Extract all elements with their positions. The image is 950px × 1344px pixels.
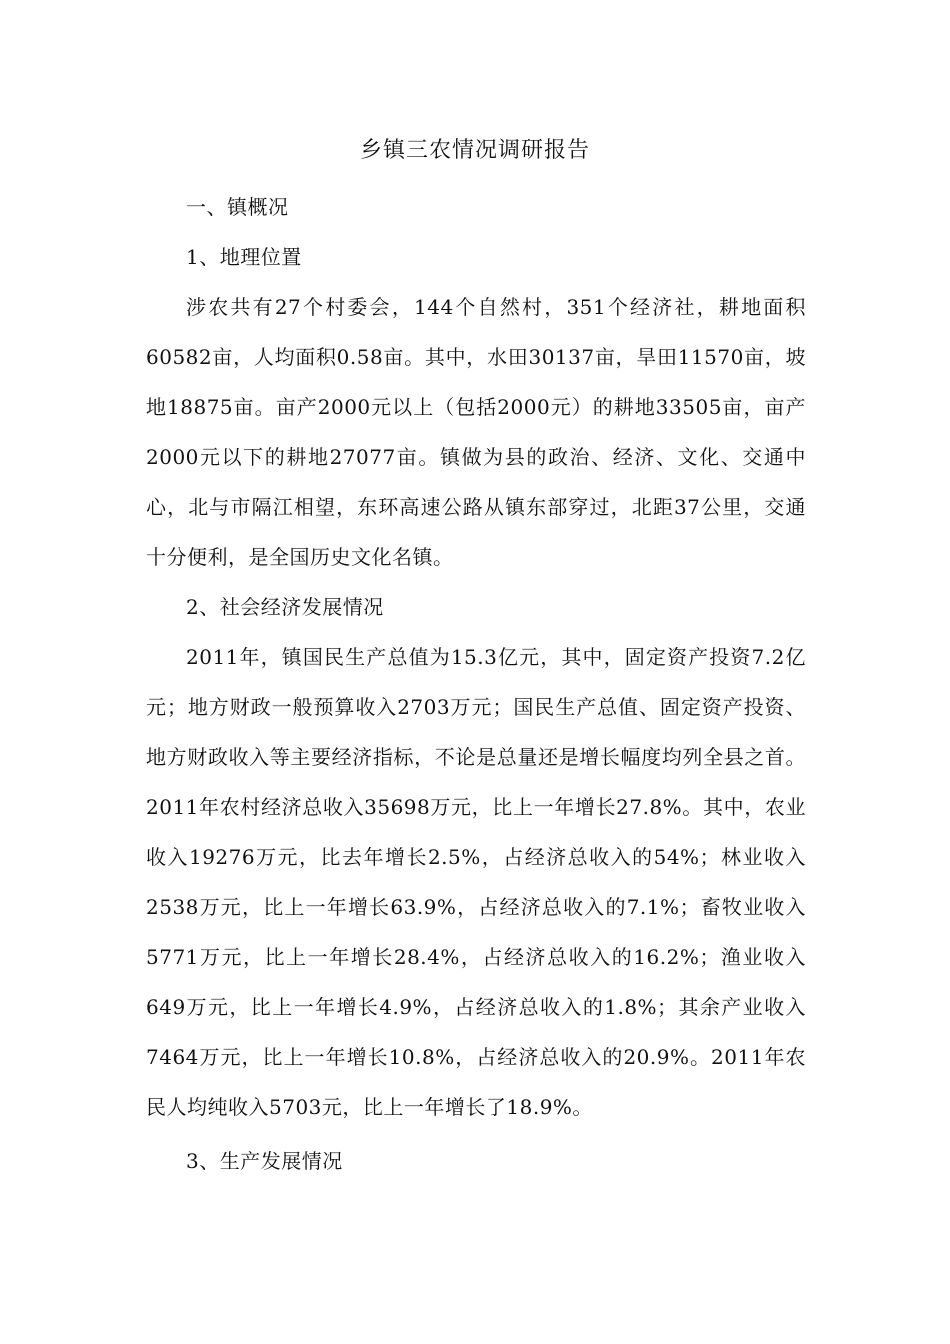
- subsection-heading-production: 3、生产发展情况: [186, 1149, 343, 1173]
- section-heading-overview: 一、镇概况: [186, 195, 289, 219]
- subsection-heading-location: 1、地理位置: [186, 245, 302, 269]
- paragraph-economy: 2011年，镇国民生产总值为15.3亿元，其中，固定资产投资7.2亿元；地方财政一般预算收入2703万元；国民生产总值、固定资产投资、地方财政收入等主要经济指标，不论是总量还是增长幅度均列全县之首。2011年农村经济总收入35698万元，比上一年增长27.8%。其中，农业收入19276万元，比去年增长2.5%，占经济总收入的54%；林业收入2538万元，比上一年增长63.9%，占经济总收入的7.1%；畜牧业收入5771万元，比上一年增长28.4%，占经济总收入的16.2%；渔业收入649万元，比上一年增长4.9%，占经济总收入的1.8%；其余产业收入7464万元，比上一年增长10.8%，占经济总收入的20.9%。2011年农民人均纯收入5703元，比上一年增长了18.9%。: [146, 645, 806, 1119]
- paragraph-location: 涉农共有27个村委会，144个自然村，351个经济社，耕地面积60582亩，人均面积0.58亩。其中，水田30137亩，旱田11570亩，坡地18875亩。亩产2000元以上（包括2000元）的耕地33505亩，亩产2000元以下的耕地27077亩。镇做为县的政治、经济、文化、交通中心，北与市隔江相望，东环高速公路从镇东部穿过，北距37公里，交通十分便利，是全国历史文化名镇。: [146, 295, 806, 569]
- subsection-heading-economy: 2、社会经济发展情况: [186, 595, 384, 619]
- document-title: 乡镇三农情况调研报告: [359, 138, 590, 163]
- document-body: [146, 182, 806, 1186]
